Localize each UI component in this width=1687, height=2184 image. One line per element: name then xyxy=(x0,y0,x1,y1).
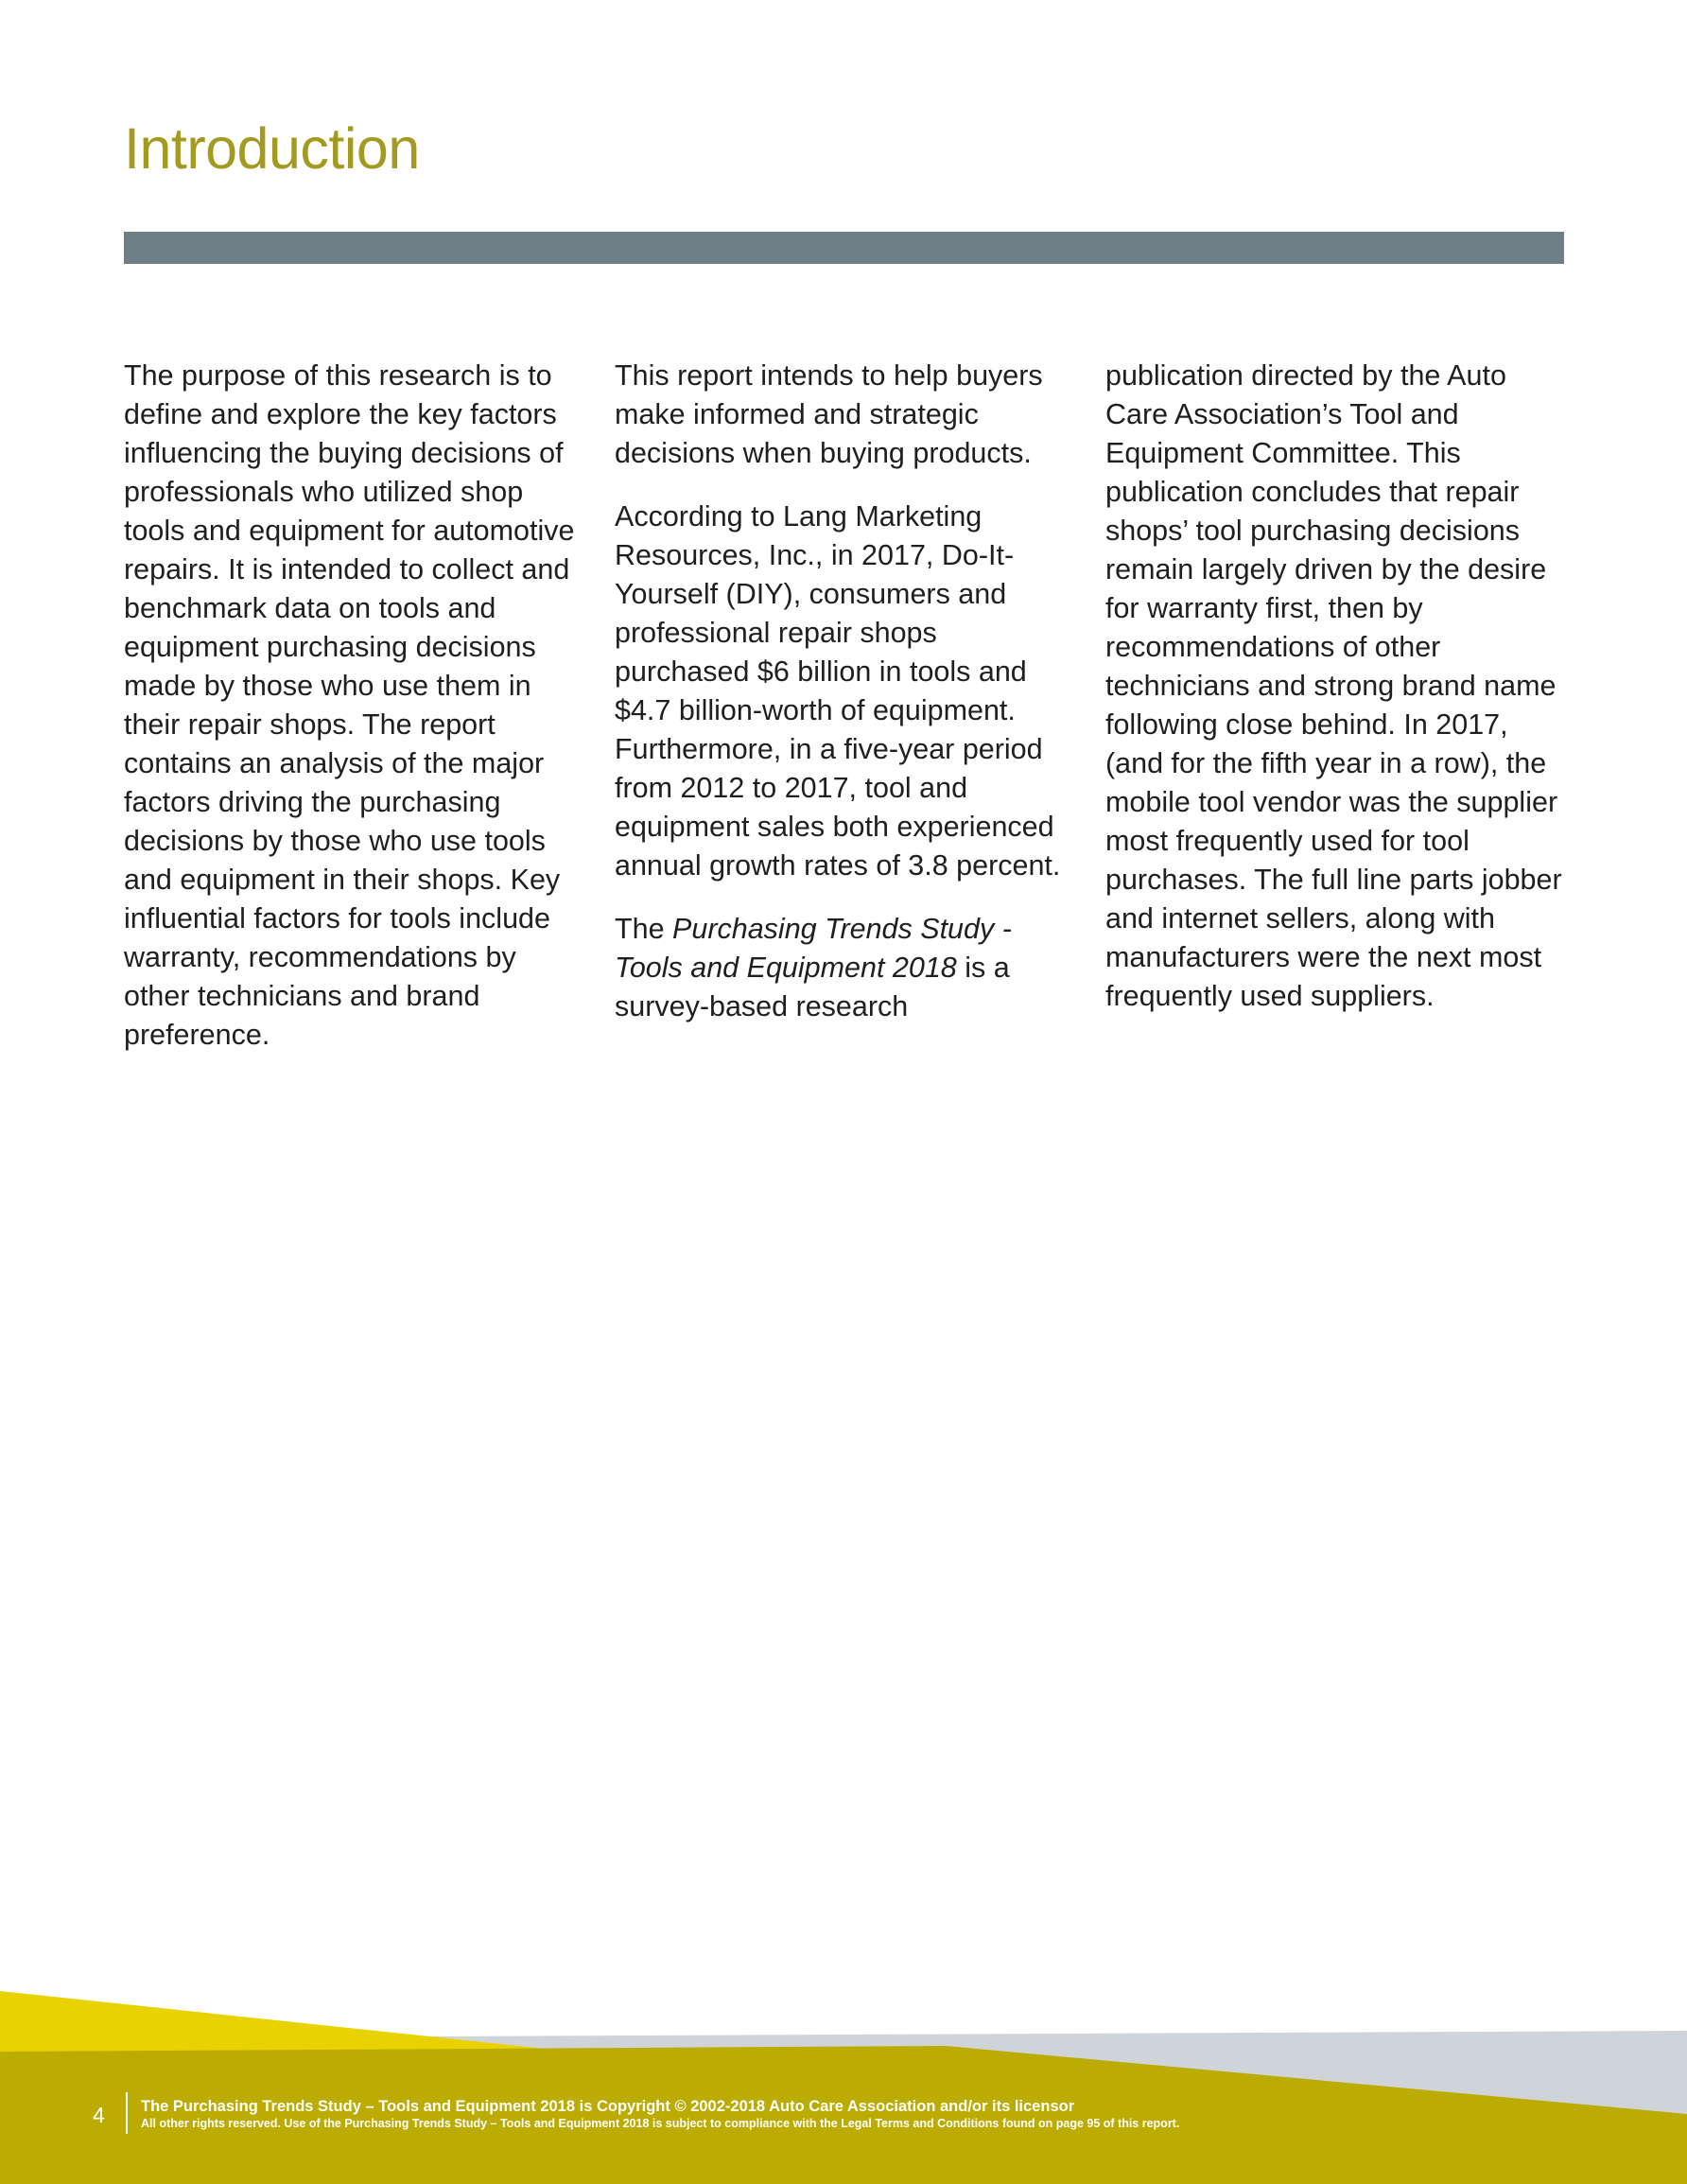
column-2-paragraph-3 xyxy=(615,910,1073,1026)
column-2 xyxy=(615,357,1073,1051)
footer-copyright xyxy=(141,2097,1559,2131)
column-1-paragraph: The purpose of this research is to define and explore the key factors influencing the buying decisions of professionals who utilized shop tools and equipment for automotive repairs. It is intended to collect and benchmark data on tools and equipment purchasing decisions made by those who use them in their repair shops. The report contains an analysis of the major factors driving the purchasing decisions by those who use tools and equipment in their shops. Key influential factors for tools include warranty, recommendations by other technicians and brand preference. xyxy=(124,359,575,1051)
column-2-paragraph-2: According to Lang Marketing Resources, Inc., in 2017, Do-It-Yourself (DIY), consumers and professional repair shops purchased $6 billion in tools and $4.7 billion-worth of equipment. Furthermore, in a five-year period from 2012 to 2017, tool and equipment sales both experienced annual growth rates of 3.8 percent. xyxy=(615,500,1061,882)
title-divider-bar xyxy=(124,232,1564,264)
footer-copyright-line: The Purchasing Trends Study – Tools and Equipment 2018 is Copyright © 2002-2018 Auto Care Association and/or its licensor xyxy=(141,2098,1075,2115)
column-1 xyxy=(124,357,583,1079)
footer-rights-line: All other rights reserved. Use of the Purchasing Trends Study – Tools and Equipment 2018 is subject to compliance with the Legal Terms and Conditions found on page 95 of this report. xyxy=(141,2117,1180,2130)
paragraph-3-lead-text: The xyxy=(615,913,673,945)
footer-divider xyxy=(126,2092,128,2134)
page-number: 4 xyxy=(93,2103,105,2127)
column-3 xyxy=(1105,357,1564,1040)
column-3-paragraph: publication directed by the Auto Care Association’s Tool and Equipment Committee. This publication concludes that repair shops’ tool purchasing decisions remain largely driven by the desire for warranty first, then by recommendations of other technicians and strong brand name following close behind. In 2017, (and for the fifth year in a row), the mobile tool vendor was the supplier most frequently used for tool purchases. The full line parts jobber and internet sellers, along with manufacturers were the next most frequently used suppliers. xyxy=(1105,359,1562,1012)
paragraph-3-tail-text: is a survey-based research xyxy=(615,952,1010,1022)
footer-band xyxy=(0,1982,1687,2184)
column-2-paragraph-1: This report intends to help buyers make informed and strategic decisions when buying products. xyxy=(615,359,1043,469)
study-title-italic: Purchasing Trends Study - Tools and Equipment 2018 xyxy=(615,913,1012,984)
page-title: Introduction xyxy=(124,116,420,181)
body-columns xyxy=(124,357,1571,1075)
